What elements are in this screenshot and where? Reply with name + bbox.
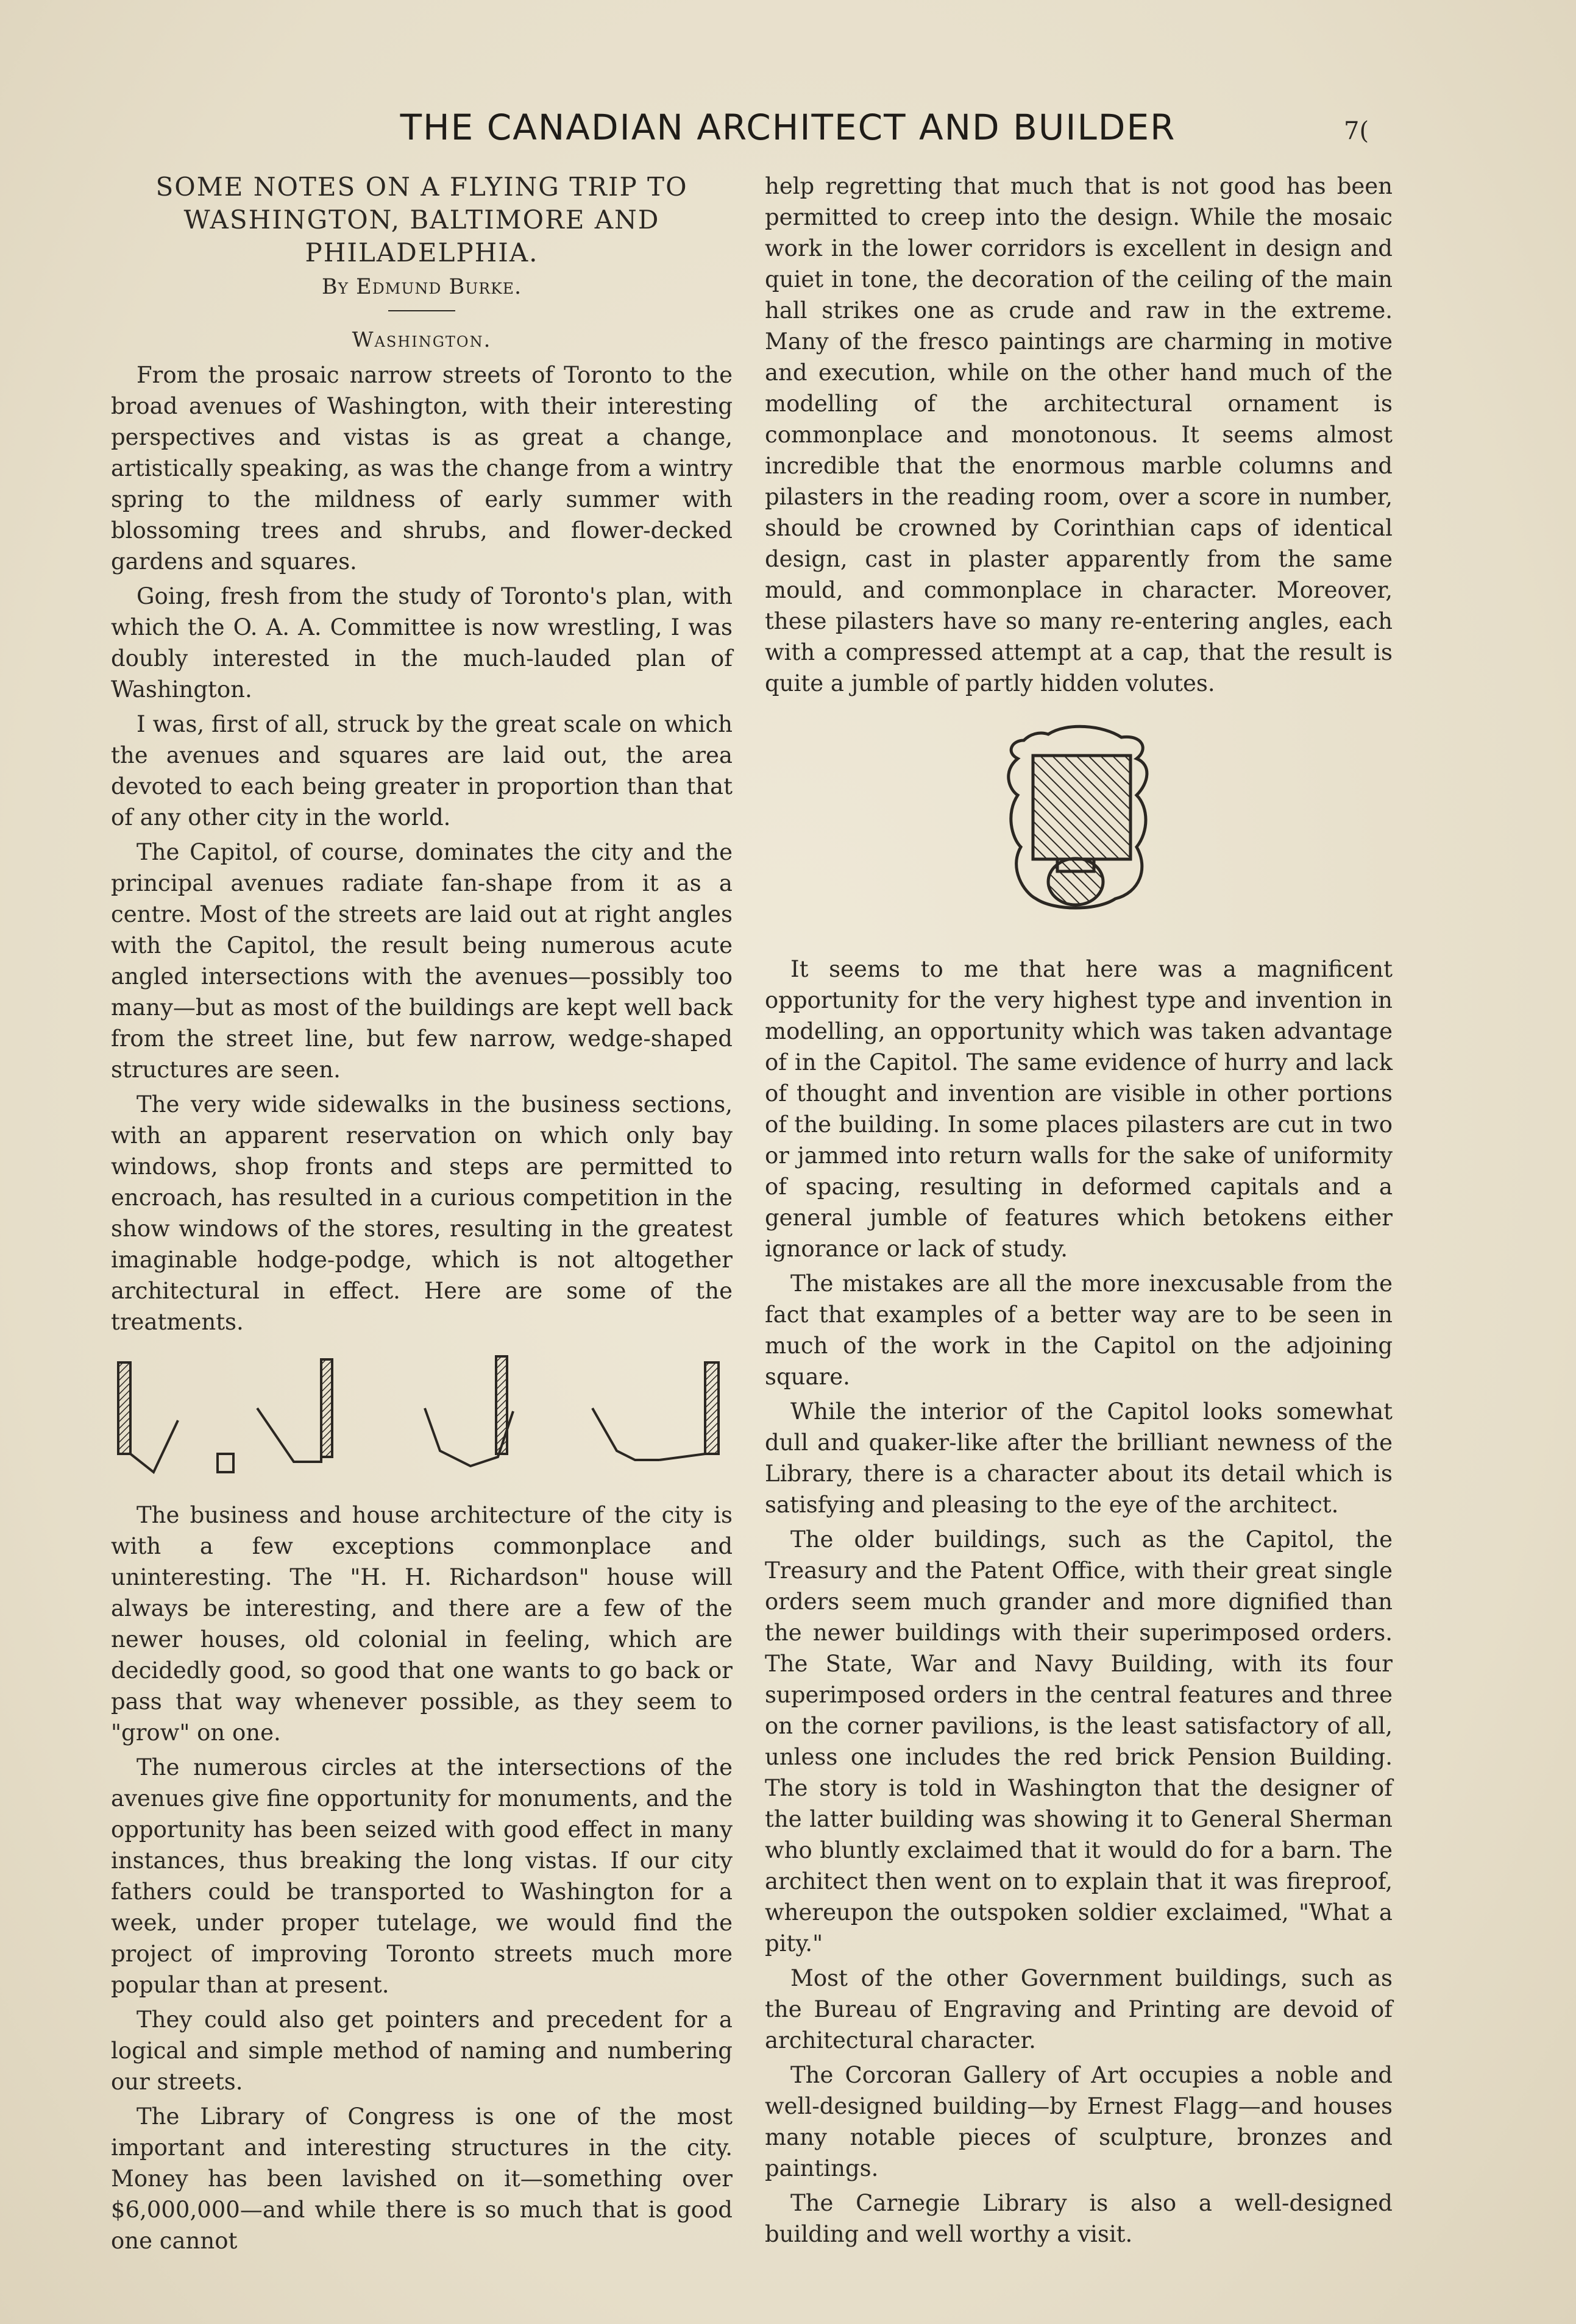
shop-window-profiles-figure <box>111 1353 733 1475</box>
paragraph: Most of the other Government buildings, such as the Bureau of Engraving and Printing are devoid of architectural character. <box>765 1965 1393 2053</box>
paragraph: Going, fresh from the study of Toronto's plan, with which the O. A. A. Committee is now wrestling, I was doubly interested in the much-lauded plan of Washington. <box>111 583 733 703</box>
pilaster-capital-sketch-icon <box>999 716 1158 917</box>
paragraph: The mistakes are all the more inexcusable from the fact that examples of a better way are to be seen in much of the work in the Capitol on the adjoining square. <box>765 1270 1393 1390</box>
paragraph: The Capitol, of course, dominates the city and the principal avenues radiate fan-shape from it as a centre. Most of the streets are laid out at right angles with the Capitol, the result being numerous acute angled intersections with the avenues—possibly too many—but as most of the buildings are kept well back from the street line, but few narrow, wedge-shaped structures are seen. <box>111 839 733 1083</box>
byline: By Edmund Burke. <box>321 275 522 299</box>
right-column <box>765 171 1393 2253</box>
paragraph: I was, first of all, struck by the great scale on which the avenues and squares are laid out, the area devoted to each being greater in proportion than that of any other city in the world. <box>111 711 733 831</box>
paragraph: The Carnegie Library is also a well-designed building and well worthy a visit. <box>765 2190 1393 2247</box>
section-heading: Washington. <box>352 328 492 352</box>
paragraph: The business and house architecture of the city is with a few exceptions commonplace and uninteresting. The "H. H. Richardson" house will always be interesting, and there are a few of the newer houses, old colonial in feeling, which are decidedly good, so good that one wants to go back or pass that way whenever possible, as they seem to "grow" on one. <box>111 1502 733 1746</box>
paragraph: It seems to me that here was a magnificent opportunity for the very highest type and invention in modelling, an opportunity which was taken advantage of in the Capitol. The same evidence of hurry and lack of thought and invention are visible in other portions of the building. In some places pilasters are cut in two or jammed into return walls for the sake of uniformity of spacing, resulting in deformed capitals and a general jumble of features which betokens either ignorance or lack of study. <box>765 956 1393 1262</box>
page-number: 7( <box>1344 117 1369 145</box>
paragraph: From the prosaic narrow streets of Toronto to the broad avenues of Washington, with their interesting perspectives and vistas is as great a change, artistically speaking, as was the change from a wintry spring to the mildness of early summer with blossoming trees and shrubs, and flower-decked gardens and squares. <box>111 362 733 575</box>
left-column <box>111 171 733 2260</box>
article-title: SOME NOTES ON A FLYING TRIP TO WASHINGTON, BALTIMORE AND PHILADELPHIA. <box>155 172 688 267</box>
paragraph: The numerous circles at the intersections of the avenues give fine opportunity for monuments, and the opportunity has been seized with good effect in many instances, thus breaking the long vistas. If our city fathers could be transported to Washington for a week, under proper tutelage, we would find the project of improving Toronto streets much more popular than at present. <box>111 1754 733 1998</box>
paragraph: While the interior of the Capitol looks somewhat dull and quaker-like after the brilliant newness of the Library, there is a character about its detail which is satisfying and pleasing to the eye of the architect. <box>765 1398 1393 1518</box>
paragraph: They could also get pointers and precedent for a logical and simple method of naming and numbering our streets. <box>111 2007 733 2095</box>
paragraph: The older buildings, such as the Capitol, the Treasury and the Patent Office, with their great single orders seem much grander and more dignified than the newer buildings with their superimposed orders. The State, War and Navy Building, with its four superimposed orders in the central features and three on the corner pavilions, is the least satisfactory of all, unless one includes the red brick Pension Building. The story is told in Washington that the designer of the latter building was showing it to General Sherman who bluntly exclaimed that it would do for a barn. The architect then went on to explain that it was fireproof, whereupon the outspoken soldier exclaimed, "What a pity." <box>765 1526 1393 1957</box>
paragraph: The Corcoran Gallery of Art occupies a noble and well-designed building—by Ernest Flagg—and houses many notable pieces of sculpture, bronzes and paintings. <box>765 2062 1393 2181</box>
running-header: THE CANADIAN ARCHITECT AND BUILDER <box>400 107 1176 148</box>
paragraph: The Library of Congress is one of the most important and interesting structures in the city. Money has been lavished on it—something over $6,000,000—and while there is so much that is good one cannot <box>111 2103 733 2254</box>
divider <box>388 310 455 311</box>
paragraph: help regretting that much that is not good has been permitted to creep into the design. While the mosaic work in the lower corridors is excellent in design and quiet in tone, the decoration of the ceiling of the main hall strikes one as crude and raw in the extreme. Many of the fresco paintings are charming in motive and execution, while on the other hand much of the modelling of the architectural ornament is commonplace and monotonous. It seems almost incredible that the enormous marble columns and pilasters in the reading room, over a score in number, should be crowned by Corinthian caps of identical design, cast in plaster apparently from the same mould, and commonplace in character. Moreover, these pilasters have so many re-entering angles, each with a compressed attempt at a cap, that the result is quite a jumble of partly hidden volutes. <box>765 173 1393 696</box>
paragraph: The very wide sidewalks in the business sections, with an apparent reservation on which only bay windows, shop fronts and steps are permitted to encroach, has resulted in a curious competition in the show windows of the stores, resulting in the greatest imaginable hodge-podge, which is not altogether architectural in effect. Here are some of the treatments. <box>111 1091 733 1335</box>
